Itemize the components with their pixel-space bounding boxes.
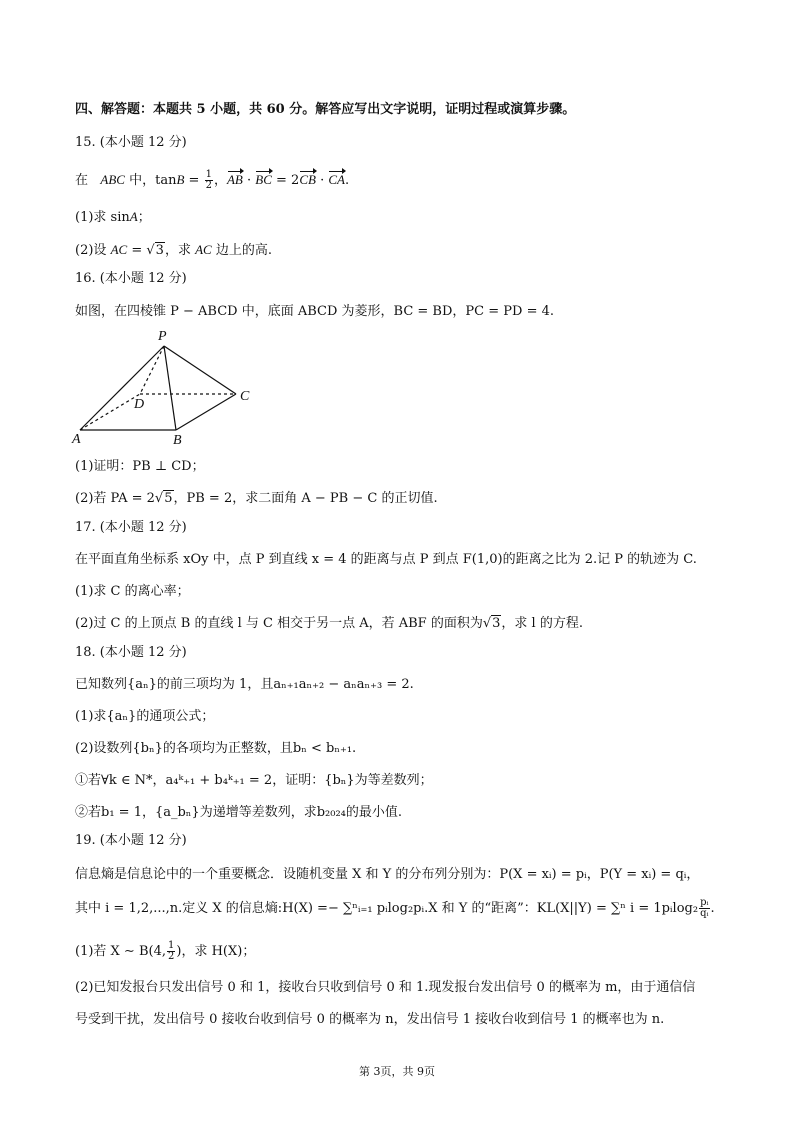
q18-part1: (1)求{aₙ}的通项公式； bbox=[75, 709, 215, 724]
q19-line2: 其中 i = 1,2,...,n.定义 X 的信息熵:H(X) =− ∑ⁿᵢ₌₁ pᵢlog₂pᵢ.X 和 Y 的“距离”：KL(X||Y) = ∑ⁿ i = 1pᵢlog₂ $\frac{\text{pᵢ}}{\text{qᵢ}}$ . bbox=[75, 897, 715, 919]
q18-title: 18. (本小题 12 分) bbox=[75, 645, 187, 660]
label-p: P bbox=[158, 329, 167, 344]
edge-bc bbox=[176, 394, 236, 430]
section-header: 四、解答题：本题共 5 小题，共 60 分。解答应写出文字说明，证明过程或演算步骤。 bbox=[75, 102, 576, 117]
fraction-half-2: $\frac{1}{2}$ bbox=[168, 940, 175, 962]
q18-part2-2: ②若b₁ = 1，{a_bₙ}为递增等差数列，求b₂₀₂₄的最小值. bbox=[75, 805, 402, 820]
q16-title: 16. (本小题 12 分) bbox=[75, 271, 187, 286]
fraction-p-over-q: $\frac{\text{pᵢ}}{\text{qᵢ}}$ bbox=[700, 897, 709, 919]
label-d: D bbox=[134, 397, 145, 412]
pyramid-figure bbox=[70, 326, 270, 451]
q16-part2: (2)若 PA = 2√5，PB = 2，求二面角 A − PB − C 的正切值. bbox=[75, 491, 438, 506]
q15-part2: (2)设 AC = √3，求 AC 边上的高. bbox=[75, 242, 272, 258]
label-c: C bbox=[240, 389, 250, 404]
q18-part2: (2)设数列{bₙ}的各项均为正整数，且bₙ < bₙ₊₁. bbox=[75, 741, 357, 756]
edge-pb bbox=[164, 346, 176, 430]
q19-part1: (1)若 X ∼ B(4, $\frac{1}{2}$ )，求 H(X)； bbox=[75, 940, 256, 962]
edge-pc bbox=[164, 346, 236, 394]
q15-title: 15. (本小题 12 分) bbox=[75, 135, 187, 150]
q19-part2-line2: 号受到干扰，发出信号 0 接收台收到信号 0 的概率为 n，发出信号 1 接收台收到信号 1 的概率也为 n. bbox=[75, 1012, 665, 1027]
q19-part2-line1: (2)已知发报台只发出信号 0 和 1，接收台只收到信号 0 和 1.现发报台发出信号 0 的概率为 m，由于通信信 bbox=[75, 980, 696, 995]
q17-part2: (2)过 C 的上顶点 B 的直线 l 与 C 相交于另一点 A，若 ABF 的面积为√3，求 l 的方程. bbox=[75, 616, 583, 631]
q17-title: 17. (本小题 12 分) bbox=[75, 520, 187, 535]
q15-stem: 在 ABC 中，tanB = $\frac{1}{2}$ ，AB · BC = 2CB · CA. bbox=[75, 169, 350, 191]
edge-pa bbox=[80, 346, 164, 430]
q15-part1: (1)求 sinA； bbox=[75, 209, 151, 225]
label-a: A bbox=[72, 432, 81, 447]
q19-line1: 信息熵是信息论中的一个重要概念．设随机变量 X 和 Y 的分布列分别为：P(X = xᵢ) = pᵢ，P(Y = xᵢ) = qᵢ， bbox=[75, 867, 700, 882]
q18-part2-1: ①若∀k ∈ N*，a₄ᵏ₊₁ + b₄ᵏ₊₁ = 2，证明：{bₙ}为等差数列； bbox=[75, 773, 433, 788]
q16-part1: (1)证明：PB ⊥ CD； bbox=[75, 459, 205, 474]
page-footer: 第 3页，共 9页 bbox=[359, 1065, 435, 1078]
edge-pd bbox=[140, 346, 164, 394]
q16-stem: 如图，在四棱锥 P − ABCD 中，底面 ABCD 为菱形，BC = BD，PC = PD = 4. bbox=[75, 304, 554, 319]
q17-part1: (1)求 C 的离心率； bbox=[75, 584, 190, 599]
fraction-half: $\frac{1}{2}$ bbox=[205, 169, 212, 191]
q19-title: 19. (本小题 12 分) bbox=[75, 833, 187, 848]
q17-stem: 在平面直角坐标系 xOy 中，点 P 到直线 x = 4 的距离与点 P 到点 F(1,0)的距离之比为 2.记 P 的轨迹为 C. bbox=[75, 552, 697, 567]
label-b: B bbox=[173, 433, 182, 448]
q18-stem: 已知数列{aₙ}的前三项均为 1，且aₙ₊₁aₙ₊₂ − aₙaₙ₊₃ = 2. bbox=[75, 677, 414, 692]
